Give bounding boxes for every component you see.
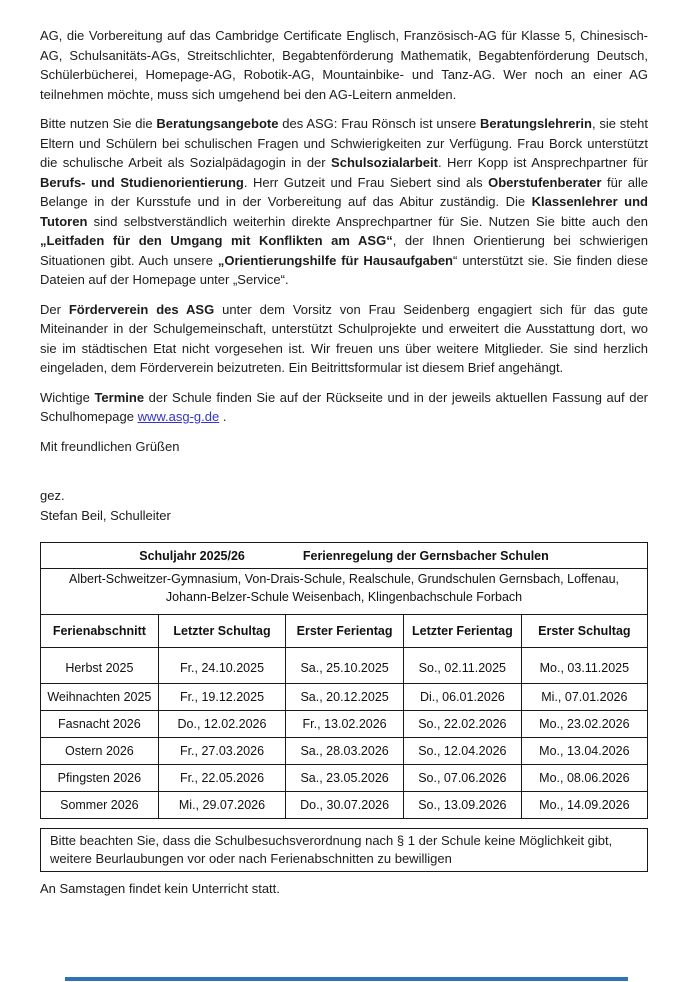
bold-text-run: Förderverein des ASG [68, 301, 215, 317]
table-cell: Mo., 14.09.2026 [521, 792, 647, 819]
text-run: . [219, 409, 227, 424]
saturday-note: An Samstagen findet kein Unterricht statt. [40, 881, 280, 896]
table-cell: So., 22.02.2026 [403, 711, 521, 738]
paragraph-ag-list [40, 26, 648, 104]
table-cell: Fasnacht 2026 [41, 711, 159, 738]
table-row [41, 792, 648, 819]
text-run: sind selbstverständlich weiterhin direkte Ansprechpartner für Sie. Nutzen Sie bitte auch den [87, 213, 648, 229]
table-cell: Mo., 03.11.2025 [521, 648, 647, 684]
text-run: . Herr Gutzeit und Frau Siebert sind als [243, 174, 489, 190]
column-header-ferienabschnitt: Ferienabschnitt [41, 615, 159, 648]
table-cell: Fr., 22.05.2026 [158, 765, 285, 792]
table-cell: Sa., 25.10.2025 [286, 648, 404, 684]
table-cell: Sa., 28.03.2026 [286, 738, 404, 765]
signature-gez: gez. [40, 488, 65, 503]
text-run: AG, die Vorbereitung auf das Cambridge Certificate Englisch, Französisch-AG für Klasse 5, Chinesisch-AG, Schulsanitäts-AGs, Streitschlichter, Begabtenförderung Mathematik, Begabtenförderung Deutsch, Schülerbücherei, Homepage-AG, Robotik-AG, Mountainbike- und Tanz-AG. Wer noch an einer AG teilnehmen möchte, muss sich umgehend bei den AG-Leitern anmelden. [40, 28, 648, 102]
column-header-erster-schultag: Erster Schultag [521, 615, 647, 648]
table-row [41, 738, 648, 765]
table-cell: Do., 12.02.2026 [158, 711, 285, 738]
homepage-link[interactable]: www.asg-g.de [137, 409, 220, 424]
table-cell: Mi., 07.01.2026 [521, 684, 647, 711]
text-run: “ unterstützt sie. Sie finden diese Dateien auf der Homepage unter „Service“. [40, 252, 649, 287]
text-run: des ASG: Frau Rönsch ist unsere [278, 116, 480, 131]
bold-text-run: Klassenlehrer und Tutoren [40, 194, 648, 229]
bold-text-run: Termine [94, 389, 145, 405]
paragraph-termine [40, 388, 648, 427]
bold-text-run: Beratungslehrerin [479, 116, 592, 131]
table-cell: Pfingsten 2026 [41, 765, 159, 792]
paragraph-beratung [40, 114, 648, 290]
schoolyear-label: Schuljahr 2025/26 [139, 549, 245, 563]
school-list: Albert-Schweitzer-Gymnasium, Von-Drais-Schule, Realschule, Grundschulen Gernsbach, Loffenau, Johann-Belzer-Schule Weisenbach, Klingenbachschule Forbach [41, 569, 648, 615]
table-header-row [41, 615, 648, 648]
table-cell: Mi., 29.07.2026 [158, 792, 285, 819]
table-cell: Sa., 20.12.2025 [286, 684, 404, 711]
signature-name: Stefan Beil, Schulleiter [40, 508, 171, 523]
table-row [41, 765, 648, 792]
column-header-letzter-ferientag: Letzter Ferientag [403, 615, 521, 648]
bold-text-run: „Orientierungshilfe für Hausaufgaben [217, 252, 454, 268]
bold-text-run: Oberstufenberater [488, 174, 602, 190]
table-cell: Herbst 2025 [41, 648, 159, 684]
table-cell: So., 07.06.2026 [403, 765, 521, 792]
text-run: Wichtige [40, 389, 95, 405]
text-run: Mit freundlichen Grüßen [40, 438, 180, 454]
text-run: . Herr Kopp ist Ansprechpartner für [437, 155, 648, 170]
text-run: , sie steht Eltern und Schülern bei schulischen Fragen und Schwierigkeiten zur Verfügung. Frau Borck unterstützt die schulische Arbeit als Sozialpädagogin in der [40, 116, 648, 170]
column-header-letzter-schultag: Letzter Schultag [158, 615, 285, 648]
footer-accent-bar [65, 977, 628, 981]
table-cell: Do., 30.07.2026 [286, 792, 404, 819]
table-cell: Mo., 13.04.2026 [521, 738, 647, 765]
letter-body [40, 26, 648, 456]
text-run: , der Ihnen Orientierung bei schwierigen Situationen gibt. Auch unsere [40, 233, 648, 268]
table-cell: Weihnachten 2025 [41, 684, 159, 711]
text-run: der Schule finden Sie auf der Rückseite und in der jeweils aktuellen Fassung auf der Schulhomepage [40, 389, 649, 424]
closing-greeting [40, 437, 648, 457]
table-cell: Mo., 23.02.2026 [521, 711, 647, 738]
table-title-row [41, 543, 648, 569]
text-run: unter dem Vorsitz von Frau Seidenberg engagiert sich für das gute Miteinander in der Schulgemeinschaft, unterstützt Schulprojekte und erweitert die Ausstattung dort, wo sie im städtischen Etat nicht vorgesehen ist. Wir freuen uns über weitere Mitglieder. Sie sind herzlich eingeladen, dem Förderverein beizutreten. Ein Beitrittsformular ist diesem Brief angehängt. [40, 301, 648, 375]
table-cell: Di., 06.01.2026 [403, 684, 521, 711]
table-subtitle-row [41, 569, 648, 615]
signature-block [40, 486, 648, 526]
bold-text-run: „Leitfaden für den Umgang mit Konflikten am ASG“ [40, 233, 393, 248]
table-cell: Fr., 19.12.2025 [158, 684, 285, 711]
regulation-note-box: Bitte beachten Sie, dass die Schulbesuchsverordnung nach § 1 der Schule keine Möglichkeit gibt, weitere Beurlaubungen vor oder nach Ferienabschnitten zu bewilligen [40, 828, 648, 872]
paragraph-foerderverein [40, 300, 648, 378]
table-title-cell [41, 543, 648, 569]
holiday-table-body [41, 543, 648, 819]
table-cell: So., 02.11.2025 [403, 648, 521, 684]
table-cell: Sommer 2026 [41, 792, 159, 819]
table-title: Ferienregelung der Gernsbacher Schulen [302, 549, 549, 563]
table-row [41, 684, 648, 711]
table-cell: So., 12.04.2026 [403, 738, 521, 765]
bold-text-run: Beratungsangebote [156, 116, 279, 131]
table-cell: So., 13.09.2026 [403, 792, 521, 819]
table-cell: Sa., 23.05.2026 [286, 765, 404, 792]
text-run: Der [40, 301, 69, 317]
bold-text-run: Berufs- und Studienorientierung [40, 174, 244, 190]
table-cell: Fr., 13.02.2026 [286, 711, 404, 738]
table-row [41, 648, 648, 684]
bold-text-run: Schulsozialarbeit [331, 155, 438, 170]
table-cell: Fr., 27.03.2026 [158, 738, 285, 765]
table-cell: Fr., 24.10.2025 [158, 648, 285, 684]
text-run: für alle Belange in der Kursstufe und in der Vorbereitung auf das Abitur zuständig. Die [40, 174, 648, 209]
text-run: Bitte nutzen Sie die [40, 116, 157, 131]
column-header-erster-ferientag: Erster Ferientag [286, 615, 404, 648]
table-row [41, 711, 648, 738]
holiday-table [40, 542, 648, 819]
table-cell: Ostern 2026 [41, 738, 159, 765]
table-cell: Mo., 08.06.2026 [521, 765, 647, 792]
